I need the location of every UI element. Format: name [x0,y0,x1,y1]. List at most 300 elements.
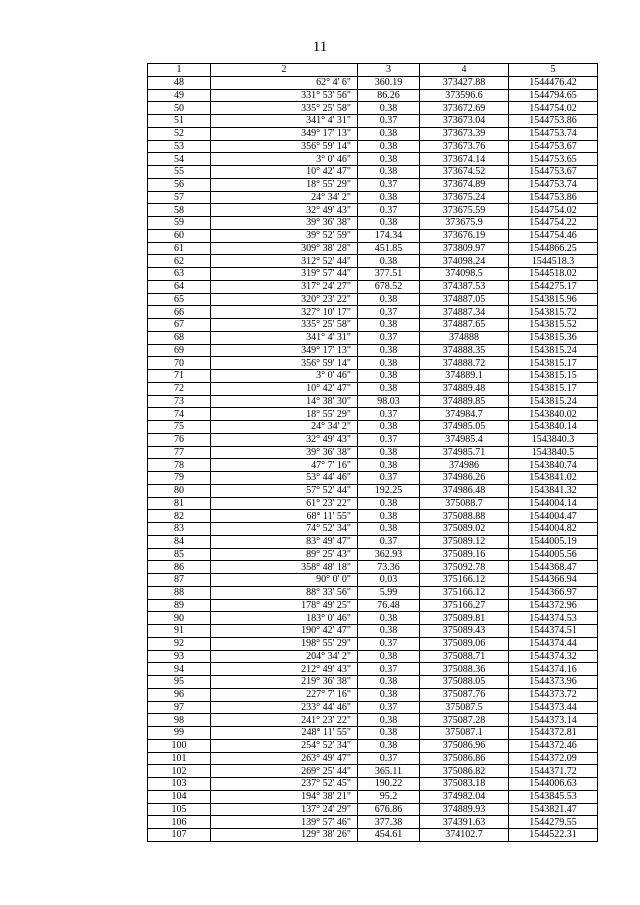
table-row [148,446,598,459]
bearing-cell: 14° 38' 30" [211,395,358,408]
coord-x-cell: 375086.82 [420,765,509,778]
coord-y-cell: 1544372.46 [509,739,598,752]
point-number-cell: 69 [148,344,211,357]
coord-y-cell: 1544753.86 [509,115,598,128]
coord-x-cell: 375088.36 [420,663,509,676]
coord-y-cell: 1543815.36 [509,331,598,344]
coord-x-cell: 374889.1 [420,370,509,383]
point-number-cell: 82 [148,510,211,523]
bearing-cell: 178° 49' 25" [211,599,358,612]
distance-cell: 0.38 [358,217,420,230]
point-number-cell: 75 [148,421,211,434]
coord-x-cell: 374387.53 [420,280,509,293]
distance-cell: 0.38 [358,166,420,179]
distance-cell: 365.11 [358,765,420,778]
bearing-cell: 358° 48' 18" [211,561,358,574]
bearing-cell: 74° 52' 34" [211,523,358,536]
bearing-cell: 24° 34' 2" [211,191,358,204]
distance-cell: 0.38 [358,714,420,727]
table-row [148,803,598,816]
coord-y-cell: 1543815.15 [509,370,598,383]
distance-cell: 0.38 [358,446,420,459]
coord-x-cell: 374887.65 [420,319,509,332]
distance-cell: 362.93 [358,548,420,561]
coord-x-cell: 375089.12 [420,535,509,548]
bearing-cell: 335° 25' 58" [211,102,358,115]
table-row [148,217,598,230]
coord-x-cell: 375086.96 [420,739,509,752]
table-row [148,523,598,536]
point-number-cell: 60 [148,229,211,242]
coordinates-table [147,63,598,842]
distance-cell: 0.37 [358,535,420,548]
distance-cell: 0.37 [358,204,420,217]
distance-cell: 0.37 [358,331,420,344]
table-row [148,421,598,434]
table-row [148,459,598,472]
distance-cell: 0.37 [358,663,420,676]
coord-y-cell: 1544366.94 [509,574,598,587]
coord-y-cell: 1544754.22 [509,217,598,230]
bearing-cell: 32° 49' 43" [211,433,358,446]
bearing-cell: 233° 44' 46" [211,701,358,714]
bearing-cell: 317° 24' 27" [211,280,358,293]
coord-x-cell: 375089.43 [420,625,509,638]
table-header [148,64,598,77]
table-row [148,650,598,663]
point-number-cell: 76 [148,433,211,446]
bearing-cell: 39° 36' 38" [211,217,358,230]
point-number-cell: 50 [148,102,211,115]
point-number-cell: 70 [148,357,211,370]
distance-cell: 190.22 [358,778,420,791]
table-row [148,625,598,638]
coord-x-cell: 374391.63 [420,816,509,829]
point-number-cell: 62 [148,255,211,268]
distance-cell: 0.38 [358,102,420,115]
bearing-cell: 331° 53' 56" [211,89,358,102]
table-row [148,637,598,650]
table-row [148,408,598,421]
coord-y-cell: 1544753.74 [509,127,598,140]
coord-y-cell: 1543815.24 [509,344,598,357]
coord-x-cell: 373676.19 [420,229,509,242]
coord-y-cell: 1544373.44 [509,701,598,714]
coord-x-cell: 373673.04 [420,115,509,128]
distance-cell: 0.38 [358,523,420,536]
coord-x-cell: 374985.05 [420,421,509,434]
table-row [148,739,598,752]
point-number-cell: 102 [148,765,211,778]
bearing-cell: 356° 59' 14" [211,357,358,370]
distance-cell: 192.25 [358,484,420,497]
bearing-cell: 62° 4' 6" [211,76,358,89]
distance-cell: 0.38 [358,344,420,357]
table-row [148,561,598,574]
bearing-cell: 10° 42' 47" [211,166,358,179]
coord-x-cell: 373674.89 [420,178,509,191]
coord-x-cell: 375086.86 [420,752,509,765]
table-row [148,714,598,727]
bearing-cell: 24° 34' 2" [211,421,358,434]
table-row [148,115,598,128]
point-number-cell: 48 [148,76,211,89]
distance-cell: 676.86 [358,803,420,816]
point-number-cell: 88 [148,586,211,599]
table-row [148,331,598,344]
coord-x-cell: 375088.88 [420,510,509,523]
table-row [148,395,598,408]
distance-cell: 0.38 [358,255,420,268]
point-number-cell: 97 [148,701,211,714]
bearing-cell: 10° 42' 47" [211,382,358,395]
coord-y-cell: 1544476.42 [509,76,598,89]
distance-cell: 454.61 [358,829,420,842]
bearing-cell: 312° 52' 44" [211,255,358,268]
distance-cell: 0.38 [358,612,420,625]
coord-y-cell: 1544004.47 [509,510,598,523]
coord-x-cell: 374982.04 [420,790,509,803]
point-number-cell: 65 [148,293,211,306]
bearing-cell: 3° 0' 46" [211,153,358,166]
point-number-cell: 89 [148,599,211,612]
distance-cell: 0.38 [358,676,420,689]
coord-y-cell: 1544753.86 [509,191,598,204]
coord-x-cell: 374986.48 [420,484,509,497]
coord-y-cell: 1543840.74 [509,459,598,472]
bearing-cell: 39° 52' 59" [211,229,358,242]
coord-y-cell: 1544754.46 [509,229,598,242]
coord-x-cell: 373673.76 [420,140,509,153]
coord-y-cell: 1544366.97 [509,586,598,599]
table-row [148,663,598,676]
point-number-cell: 54 [148,153,211,166]
bearing-cell: 198° 55' 29" [211,637,358,650]
point-number-cell: 99 [148,727,211,740]
coord-y-cell: 1543840.5 [509,446,598,459]
coord-x-cell: 373596.6 [420,89,509,102]
bearing-cell: 319° 57' 44" [211,268,358,281]
point-number-cell: 71 [148,370,211,383]
header-col-5: 5 [509,64,598,77]
coord-y-cell: 1543841.32 [509,484,598,497]
coord-x-cell: 375166.27 [420,599,509,612]
point-number-cell: 107 [148,829,211,842]
bearing-cell: 335° 25' 58" [211,319,358,332]
bearing-cell: 88° 33' 56" [211,586,358,599]
bearing-cell: 129° 38' 26" [211,829,358,842]
point-number-cell: 56 [148,178,211,191]
coord-y-cell: 1544522.31 [509,829,598,842]
bearing-cell: 263° 49' 47" [211,752,358,765]
bearing-cell: 53° 44' 46" [211,472,358,485]
coord-x-cell: 374102.7 [420,829,509,842]
coord-y-cell: 1543815.72 [509,306,598,319]
coord-x-cell: 374889.48 [420,382,509,395]
coord-x-cell: 375089.16 [420,548,509,561]
bearing-cell: 237° 52' 45" [211,778,358,791]
header-col-4: 4 [420,64,509,77]
coord-x-cell: 374889.93 [420,803,509,816]
point-number-cell: 104 [148,790,211,803]
bearing-cell: 212° 49' 43" [211,663,358,676]
coord-x-cell: 374889.85 [420,395,509,408]
table-row [148,357,598,370]
coord-x-cell: 373673.39 [420,127,509,140]
table-row [148,548,598,561]
table-row [148,76,598,89]
coord-x-cell: 374985.71 [420,446,509,459]
table-row [148,102,598,115]
coord-y-cell: 1543815.17 [509,382,598,395]
coord-x-cell: 374986.26 [420,472,509,485]
coord-y-cell: 1544754.02 [509,102,598,115]
table-row [148,153,598,166]
coord-y-cell: 1544753.65 [509,153,598,166]
point-number-cell: 61 [148,242,211,255]
distance-cell: 0.37 [358,701,420,714]
table-row [148,382,598,395]
table-row [148,306,598,319]
point-number-cell: 51 [148,115,211,128]
distance-cell: 678.52 [358,280,420,293]
point-number-cell: 79 [148,472,211,485]
table-row [148,242,598,255]
point-number-cell: 78 [148,459,211,472]
bearing-cell: 137° 24' 29" [211,803,358,816]
coord-y-cell: 1544518.02 [509,268,598,281]
coord-x-cell: 375166.12 [420,574,509,587]
table-row [148,586,598,599]
distance-cell: 0.37 [358,472,420,485]
coord-y-cell: 1544753.74 [509,178,598,191]
bearing-cell: 90° 0' 0" [211,574,358,587]
distance-cell: 0.37 [358,306,420,319]
coord-y-cell: 1544374.51 [509,625,598,638]
point-number-cell: 55 [148,166,211,179]
bearing-cell: 89° 25' 43" [211,548,358,561]
point-number-cell: 96 [148,688,211,701]
coord-x-cell: 375087.28 [420,714,509,727]
coord-x-cell: 374098.5 [420,268,509,281]
coord-y-cell: 1544373.14 [509,714,598,727]
coord-x-cell: 374888.35 [420,344,509,357]
coord-x-cell: 375083.18 [420,778,509,791]
coord-y-cell: 1544374.16 [509,663,598,676]
table-row [148,484,598,497]
bearing-cell: 47° 7' 16" [211,459,358,472]
table-row [148,280,598,293]
coord-y-cell: 1544372.96 [509,599,598,612]
point-number-cell: 93 [148,650,211,663]
point-number-cell: 68 [148,331,211,344]
table-row [148,497,598,510]
coord-x-cell: 374887.05 [420,293,509,306]
table-row [148,790,598,803]
distance-cell: 360.19 [358,76,420,89]
point-number-cell: 87 [148,574,211,587]
bearing-cell: 341° 4' 31" [211,331,358,344]
distance-cell: 0.37 [358,637,420,650]
bearing-cell: 248° 11' 55" [211,727,358,740]
point-number-cell: 105 [148,803,211,816]
table-row [148,166,598,179]
table-row [148,765,598,778]
coord-x-cell: 375089.06 [420,637,509,650]
distance-cell: 0.38 [358,459,420,472]
coord-y-cell: 1543815.17 [509,357,598,370]
bearing-cell: 194° 38' 21" [211,790,358,803]
point-number-cell: 106 [148,816,211,829]
distance-cell: 0.38 [358,153,420,166]
distance-cell: 76.48 [358,599,420,612]
coord-y-cell: 1544005.56 [509,548,598,561]
table-row [148,319,598,332]
table-row [148,344,598,357]
bearing-cell: 83° 49' 47" [211,535,358,548]
coord-x-cell: 375088.05 [420,676,509,689]
point-number-cell: 100 [148,739,211,752]
bearing-cell: 139° 57' 46" [211,816,358,829]
coord-y-cell: 1543845.53 [509,790,598,803]
point-number-cell: 95 [148,676,211,689]
point-number-cell: 57 [148,191,211,204]
table-row [148,472,598,485]
coord-x-cell: 375087.76 [420,688,509,701]
bearing-cell: 320° 23' 22" [211,293,358,306]
table-row [148,727,598,740]
table-row [148,370,598,383]
coord-x-cell: 374098.24 [420,255,509,268]
header-row [148,64,598,77]
distance-cell: 0.37 [358,408,420,421]
coord-y-cell: 1544518.3 [509,255,598,268]
coord-y-cell: 1544753.67 [509,140,598,153]
coord-x-cell: 375088.71 [420,650,509,663]
table-row [148,535,598,548]
point-number-cell: 73 [148,395,211,408]
point-number-cell: 67 [148,319,211,332]
distance-cell: 377.51 [358,268,420,281]
table-row [148,574,598,587]
bearing-cell: 68° 11' 55" [211,510,358,523]
table-row [148,293,598,306]
bearing-cell: 57° 52' 44" [211,484,358,497]
table-row [148,778,598,791]
distance-cell: 451.85 [358,242,420,255]
distance-cell: 0.38 [358,319,420,332]
distance-cell: 73.36 [358,561,420,574]
bearing-cell: 269° 25' 44" [211,765,358,778]
bearing-cell: 32° 49' 43" [211,204,358,217]
point-number-cell: 64 [148,280,211,293]
table-row [148,701,598,714]
point-number-cell: 81 [148,497,211,510]
coord-y-cell: 1543815.52 [509,319,598,332]
table-row [148,178,598,191]
distance-cell: 0.38 [358,382,420,395]
coord-x-cell: 373675.9 [420,217,509,230]
bearing-cell: 3° 0' 46" [211,370,358,383]
coord-x-cell: 373672.69 [420,102,509,115]
bearing-cell: 349° 17' 13" [211,344,358,357]
bearing-cell: 349° 17' 13" [211,127,358,140]
coord-x-cell: 375087.1 [420,727,509,740]
bearing-cell: 18° 55' 29" [211,178,358,191]
bearing-cell: 356° 59' 14" [211,140,358,153]
coord-y-cell: 1543815.96 [509,293,598,306]
distance-cell: 0.38 [358,727,420,740]
bearing-cell: 219° 36' 38" [211,676,358,689]
distance-cell: 0.37 [358,752,420,765]
table-row [148,816,598,829]
coord-y-cell: 1544004.82 [509,523,598,536]
table-body [148,76,598,841]
coord-y-cell: 1544794.65 [509,89,598,102]
distance-cell: 0.38 [358,370,420,383]
distance-cell: 0.38 [358,497,420,510]
point-number-cell: 58 [148,204,211,217]
point-number-cell: 85 [148,548,211,561]
point-number-cell: 66 [148,306,211,319]
coord-x-cell: 374887.34 [420,306,509,319]
point-number-cell: 94 [148,663,211,676]
distance-cell: 377.38 [358,816,420,829]
coord-x-cell: 375088.7 [420,497,509,510]
coord-y-cell: 1543840.3 [509,433,598,446]
bearing-cell: 327° 10' 17" [211,306,358,319]
page-number: 11 [312,39,328,55]
table-row [148,89,598,102]
coord-y-cell: 1544374.53 [509,612,598,625]
table-row [148,140,598,153]
point-number-cell: 92 [148,637,211,650]
coord-y-cell: 1544754.02 [509,204,598,217]
header-col-3: 3 [358,64,420,77]
distance-cell: 0.38 [358,357,420,370]
coord-x-cell: 373809.97 [420,242,509,255]
coord-y-cell: 1544373.72 [509,688,598,701]
coord-y-cell: 1544753.67 [509,166,598,179]
distance-cell: 0.38 [358,421,420,434]
distance-cell: 0.38 [358,191,420,204]
coord-x-cell: 374888 [420,331,509,344]
bearing-cell: 190° 42' 47" [211,625,358,638]
coord-x-cell: 375087.5 [420,701,509,714]
point-number-cell: 98 [148,714,211,727]
distance-cell: 0.37 [358,115,420,128]
distance-cell: 0.38 [358,688,420,701]
coord-y-cell: 1544371.72 [509,765,598,778]
table-row [148,688,598,701]
bearing-cell: 204° 34' 2" [211,650,358,663]
coord-y-cell: 1544006.63 [509,778,598,791]
coord-y-cell: 1544275.17 [509,280,598,293]
distance-cell: 0.38 [358,293,420,306]
point-number-cell: 52 [148,127,211,140]
distance-cell: 0.38 [358,510,420,523]
coord-x-cell: 374985.4 [420,433,509,446]
point-number-cell: 74 [148,408,211,421]
bearing-cell: 39° 36' 38" [211,446,358,459]
header-col-1: 1 [148,64,211,77]
coord-x-cell: 374888.72 [420,357,509,370]
bearing-cell: 61° 23' 22" [211,497,358,510]
table-row [148,229,598,242]
bearing-cell: 183° 0' 46" [211,612,358,625]
coord-x-cell: 375089.02 [420,523,509,536]
point-number-cell: 86 [148,561,211,574]
